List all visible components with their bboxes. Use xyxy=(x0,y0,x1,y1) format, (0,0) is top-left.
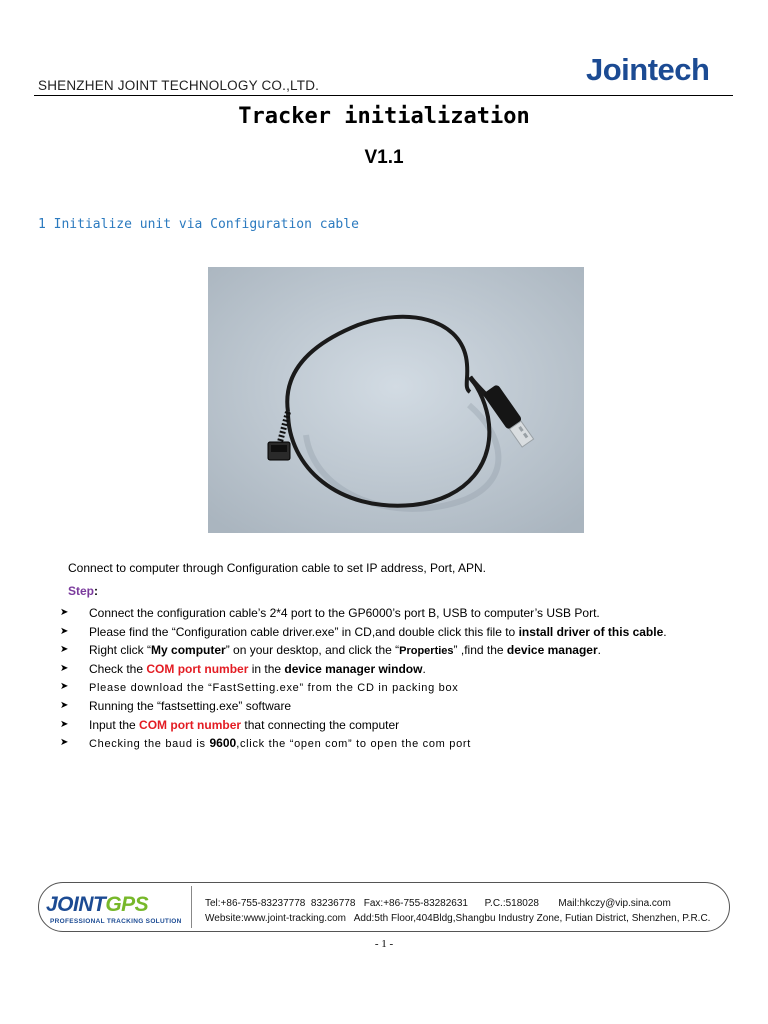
step-item xyxy=(60,678,667,697)
arrow-bullet-icon: ➤ xyxy=(60,644,69,656)
step-text: . xyxy=(597,643,601,658)
footer-contact-line: Tel:+86-755-83237778 83236778 Fax:+86-755-83282631 P.C.:518028 Mail:hkczy@vip.sina.com xyxy=(205,898,671,909)
step-text: Checking the baud is xyxy=(89,738,210,751)
step-item xyxy=(60,716,667,735)
step-item xyxy=(60,734,667,753)
arrow-bullet-icon: ➤ xyxy=(60,625,69,637)
step-label: Step: xyxy=(68,584,99,598)
steps-list xyxy=(60,604,667,753)
step-highlight: COM port number xyxy=(139,717,242,732)
configuration-cable-photo xyxy=(208,267,584,533)
header-divider xyxy=(34,95,733,96)
step-text: Connect the configuration cable’s 2*4 port to the GP6000’s port B, USB to computer’s USB Port. xyxy=(89,606,600,620)
arrow-bullet-icon: ➤ xyxy=(60,607,69,618)
step-emphasis: device manager window xyxy=(284,661,423,676)
document-title: Tracker initialization xyxy=(238,104,530,129)
step-text: ” on your desktop, and click the “ xyxy=(225,643,400,658)
arrow-bullet-icon: ➤ xyxy=(60,737,69,749)
footer-divider xyxy=(191,886,192,928)
footer-address-line: Website:www.joint-tracking.com Add:5th Floor,404Bldg,Shangbu Industry Zone, Futian District, Shenzhen, P.R.C. xyxy=(205,913,711,924)
intro-paragraph: Connect to computer through Configuration cable to set IP address, Port, APN. xyxy=(68,561,487,575)
step-label-text: Step xyxy=(68,584,95,598)
arrow-bullet-icon: ➤ xyxy=(60,718,69,730)
company-name: SHENZHEN JOINT TECHNOLOGY CO.,LTD. xyxy=(38,78,320,93)
step-text: . xyxy=(663,624,667,639)
page-number: - 1 - xyxy=(374,938,394,950)
section-heading: 1 Initialize unit via Configuration cable xyxy=(38,217,359,232)
step-text: in the xyxy=(248,661,285,676)
logo-joint-text: JOINT xyxy=(46,893,106,916)
step-text: ” ,find the xyxy=(453,643,507,658)
step-text: Please download the “FastSetting.exe” from the CD in packing box xyxy=(89,682,459,695)
step-text: Right click “ xyxy=(89,643,152,658)
document-version: V1.1 xyxy=(364,147,404,168)
step-text: ,click the “open com” to open the com port xyxy=(236,738,472,751)
footer-tagline: PROFESSIONAL TRACKING SOLUTION xyxy=(50,918,182,925)
step-text: Running the “fastsetting.exe” software xyxy=(89,698,292,713)
jointech-logo: Jointech xyxy=(586,52,710,87)
step-text: . xyxy=(422,661,426,676)
step-item xyxy=(60,623,667,642)
step-item xyxy=(60,660,667,679)
step-text: Please find the “Configuration cable driver.exe” in CD,and double click this file to xyxy=(89,624,519,639)
step-text: Input the xyxy=(89,717,140,732)
arrow-bullet-icon: ➤ xyxy=(60,662,69,674)
step-highlight: COM port number xyxy=(146,661,249,676)
arrow-bullet-icon: ➤ xyxy=(60,699,69,711)
step-emphasis: Properties xyxy=(399,645,454,658)
step-text: that connecting the computer xyxy=(241,717,400,732)
step-item xyxy=(60,697,667,716)
step-emphasis: 9600 xyxy=(209,736,237,751)
step-text: Check the xyxy=(89,661,147,676)
arrow-bullet-icon: ➤ xyxy=(60,681,69,693)
step-emphasis: device manager xyxy=(506,643,598,658)
jointgps-logo xyxy=(46,893,148,917)
step-item xyxy=(60,604,667,623)
step-emphasis: install driver of this cable xyxy=(518,624,664,639)
step-item xyxy=(60,641,667,660)
logo-gps-text: GPS xyxy=(105,893,149,916)
cable-illustration xyxy=(208,267,584,533)
step-emphasis: My computer xyxy=(151,643,226,658)
